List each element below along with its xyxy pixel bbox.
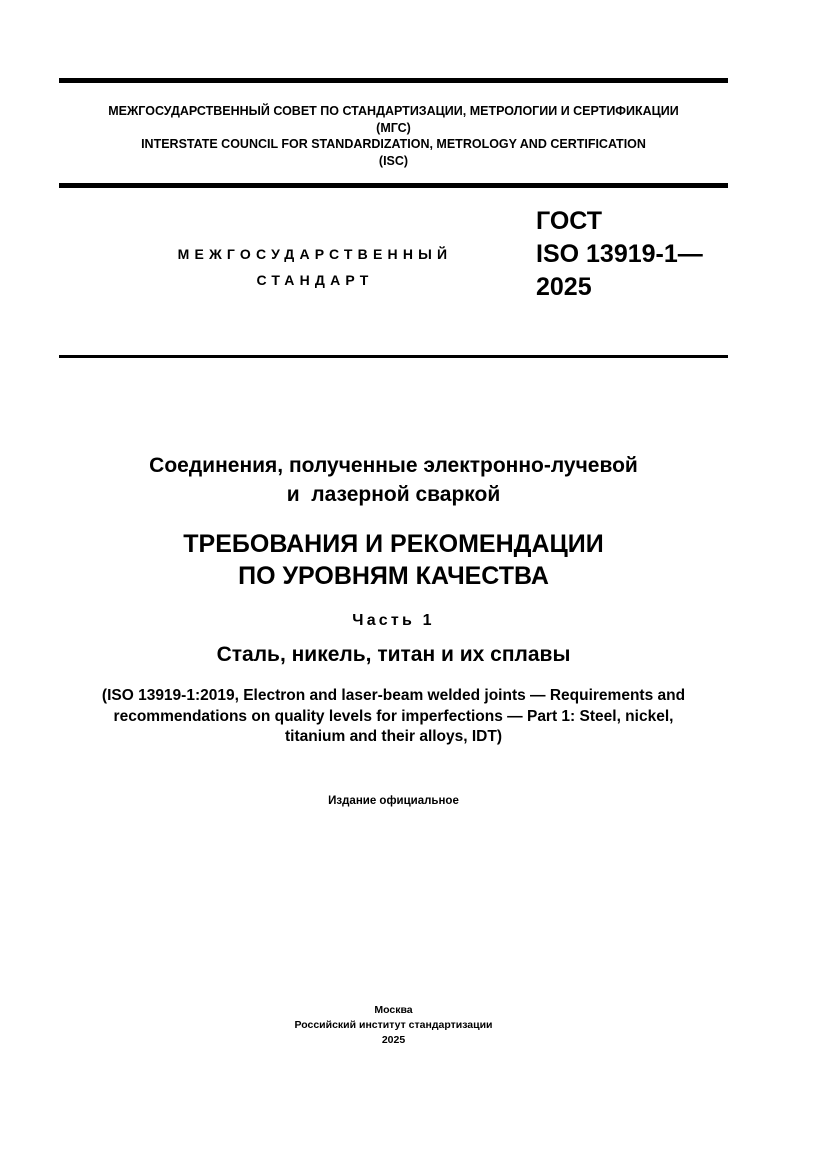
standard-code-line1: ГОСТ: [536, 207, 602, 235]
council-name-en: INTERSTATE COUNCIL FOR STANDARDIZATION, METROLOGY AND CERTIFICATION: [141, 137, 646, 151]
code-rule: [59, 355, 728, 358]
standard-code-line3: 2025: [536, 273, 592, 301]
title-main-line1: ТРЕБОВАНИЯ И РЕКОМЕНДАЦИИ: [183, 530, 604, 558]
iso-reference-line3: titanium and their alloys, IDT): [284, 728, 503, 745]
document-title-ru: [59, 451, 728, 509]
standard-type: [150, 241, 480, 293]
imprint-year: 2025: [381, 1034, 406, 1046]
iso-reference: [59, 686, 728, 748]
iso-reference-line1: (ISO 13919-1:2019, Electron and laser-beam welded joints — Requirements and: [101, 687, 686, 704]
edition-label: Издание официальное: [328, 795, 459, 807]
standard-code-line2: ISO 13919-1—: [536, 240, 703, 268]
council-header: [59, 103, 728, 169]
iso-reference-line2: recommendations on quality levels for imperfections — Part 1: Steel, nickel,: [113, 707, 674, 725]
council-name-ru: МЕЖГОСУДАРСТВЕННЫЙ СОВЕТ ПО СТАНДАРТИЗАЦИИ, МЕТРОЛОГИИ И СЕРТИФИКАЦИИ: [108, 104, 679, 118]
document-title-main: [59, 528, 728, 592]
imprint: [59, 1003, 728, 1048]
council-abbr-en: (ISC): [378, 153, 409, 168]
council-abbr-ru: (МГС): [376, 120, 411, 135]
imprint-city: Москва: [374, 1004, 413, 1016]
imprint-publisher: Российский институт стандартизации: [294, 1019, 493, 1031]
part-label: Часть 1: [352, 612, 435, 629]
header-rule: [59, 183, 728, 188]
top-rule: [59, 78, 728, 83]
standard-type-line2: СТАНДАРТ: [256, 272, 374, 288]
part-subtitle: Сталь, никель, титан и их сплавы: [216, 643, 571, 666]
title-ru-line2: и лазерной сваркой: [286, 483, 501, 506]
title-main-line2: ПО УРОВНЯМ КАЧЕСТВА: [238, 562, 549, 590]
title-ru-line1: Соединения, полученные электронно-лучевой: [149, 454, 638, 477]
standard-code: [536, 205, 703, 304]
standard-type-line1: МЕЖГОСУДАРСТВЕННЫЙ: [177, 246, 453, 262]
